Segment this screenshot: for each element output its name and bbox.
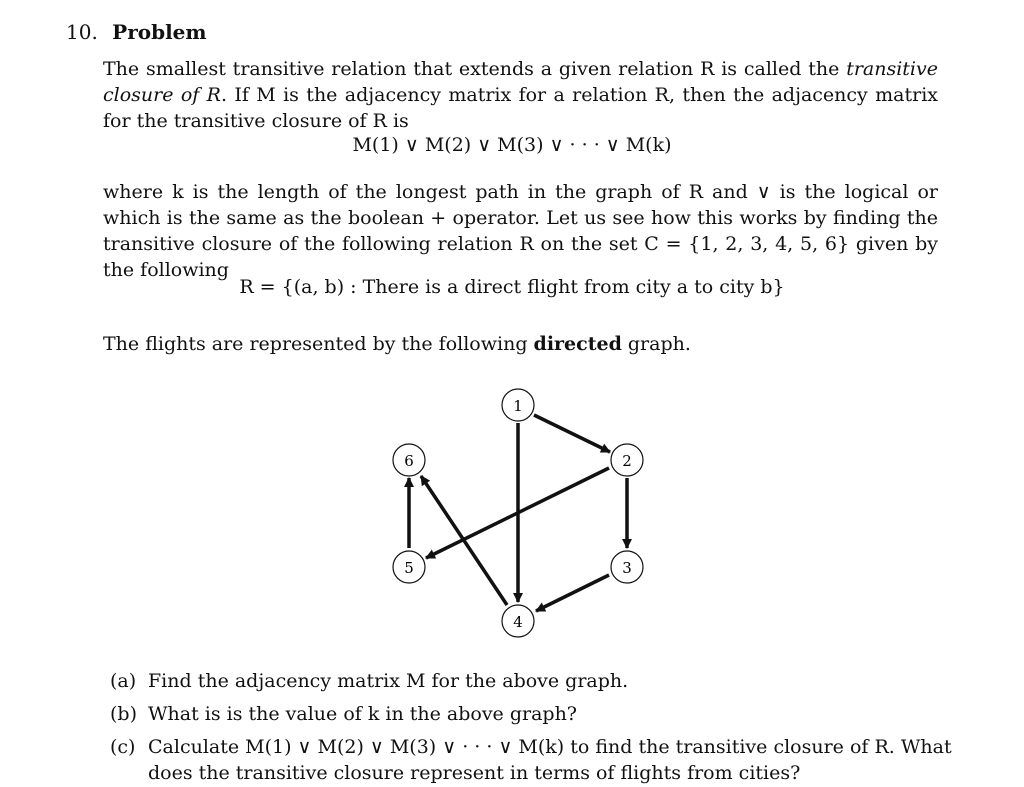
part-a-label: (a) (110, 670, 137, 692)
edge-1-2 (534, 415, 610, 452)
node-3 (611, 551, 643, 583)
relation-definition: R = {(a, b) : There is a direct flight from city a to city b} (239, 276, 785, 298)
node-6 (393, 444, 425, 476)
svg-text:6: 6 (404, 452, 414, 470)
problem-number: 10. (66, 20, 98, 44)
problem-heading (66, 20, 207, 44)
intro-paragraph (103, 56, 938, 134)
part-b (110, 701, 577, 728)
svg-text:5: 5 (404, 559, 414, 577)
node-1 (502, 389, 534, 421)
problem-title: Problem (112, 20, 207, 44)
svg-text:2: 2 (622, 452, 632, 470)
node-4 (502, 605, 534, 637)
intro-term: transitive closure of R (103, 58, 938, 106)
edge-3-4 (536, 575, 609, 611)
edge-4-6 (421, 476, 507, 605)
svg-text:4: 4 (513, 613, 523, 631)
part-c (110, 734, 952, 761)
part-a-text: Find the adjacency matrix M for the above graph. (148, 670, 629, 692)
node-2 (611, 444, 643, 476)
intro-text-b: . If M is the adjacency matrix for a relation R, then the adjacency matrix for the transitive closure of R is (103, 84, 939, 132)
graph-intro (103, 331, 938, 357)
graph-intro-a: The flights are represented by the following (103, 333, 534, 355)
closure-formula: M(1) ∨ M(2) ∨ M(3) ∨ · · · ∨ M(k) (352, 134, 672, 156)
svg-text:1: 1 (513, 397, 523, 415)
graph-intro-b: graph. (621, 333, 691, 355)
explanation-paragraph: where k is the length of the longest path in the graph of R and ∨ is the logical or which is the same as the boolean + operator. Let us see how this works by finding the transitive closure of the following relation R on the set C = {1, 2, 3, 4, 5, 6} given by the following (103, 181, 938, 281)
graph-intro-bold: directed (533, 333, 622, 355)
part-b-label: (b) (110, 703, 137, 725)
part-c-label: (c) (110, 736, 136, 758)
intro-text-a: The smallest transitive relation that extends a given relation R is called the (103, 58, 847, 80)
svg-text:3: 3 (622, 559, 632, 577)
part-c-text: Calculate M(1) ∨ M(2) ∨ M(3) ∨ · · · ∨ M(k) to find the transitive closure of R. What (148, 736, 952, 758)
directed-graph (380, 380, 660, 640)
part-c-continuation: does the transitive closure represent in terms of flights from cities? (148, 762, 801, 784)
node-5 (393, 551, 425, 583)
part-b-text: What is is the value of k in the above graph? (148, 703, 577, 725)
part-a (110, 668, 628, 695)
